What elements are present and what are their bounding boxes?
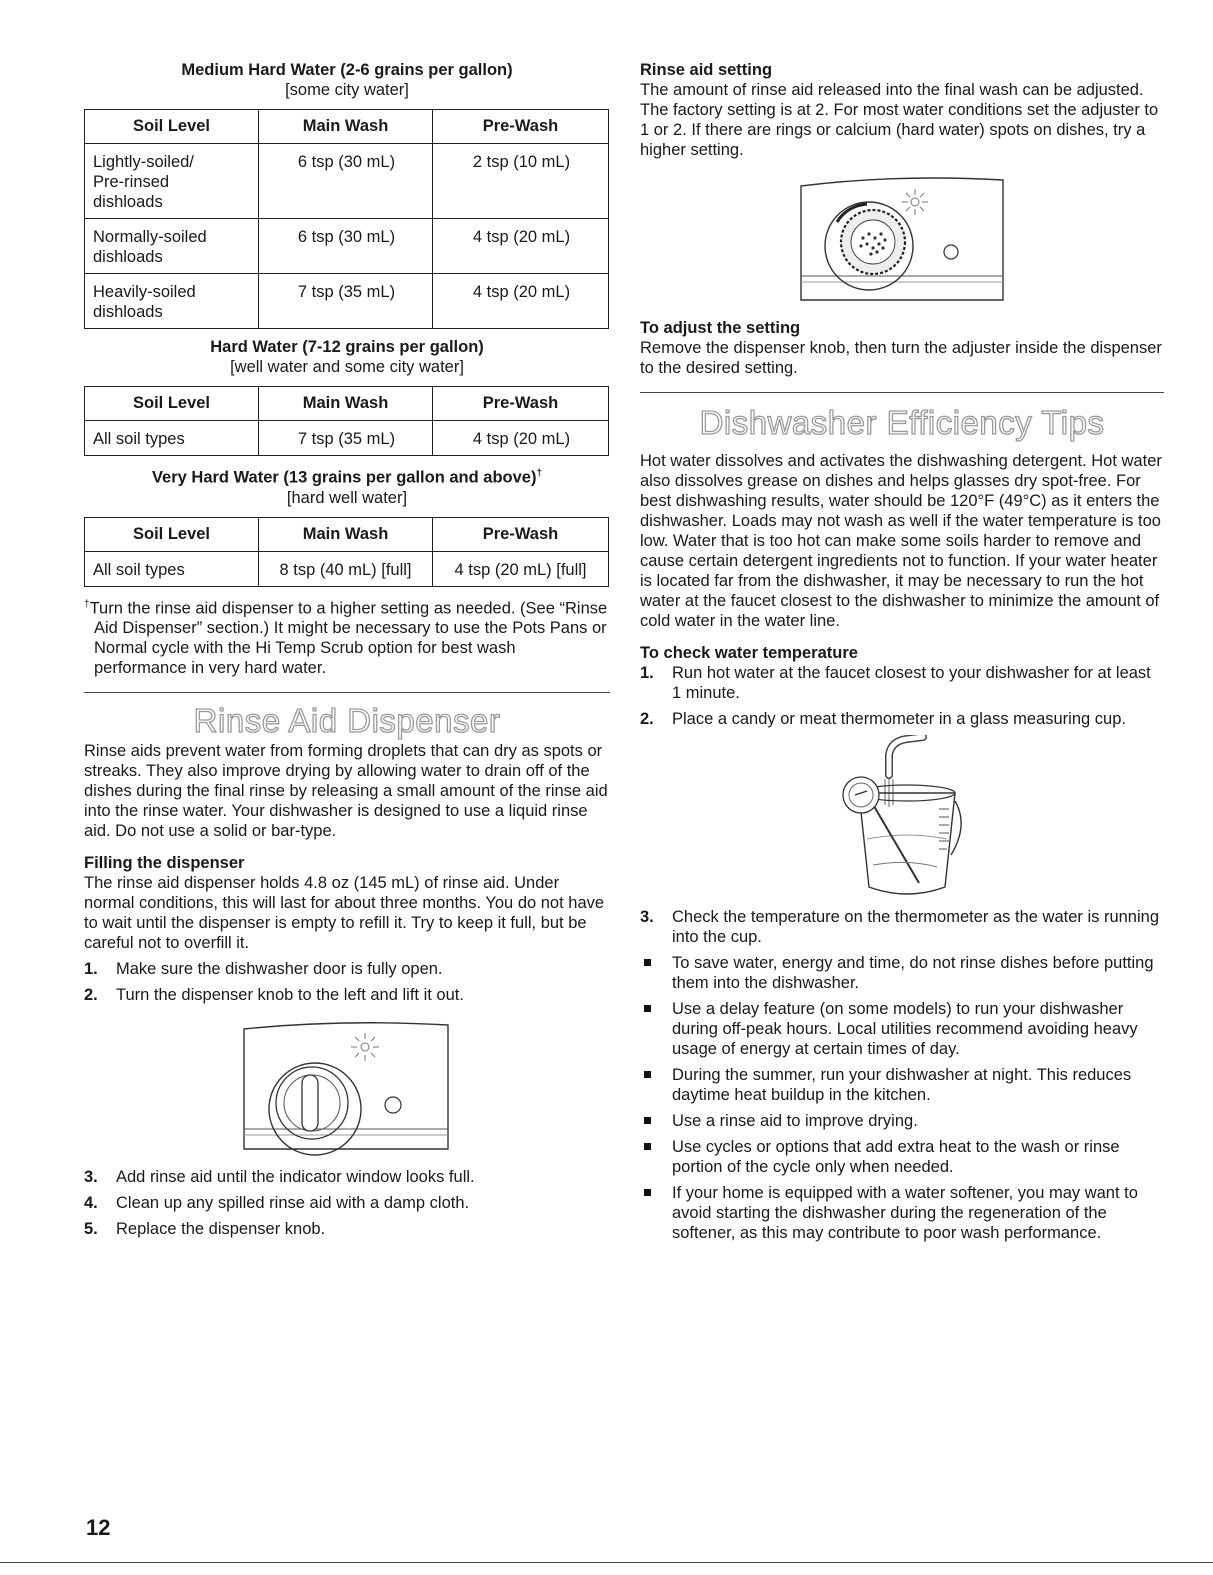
column-header: Main Wash bbox=[259, 387, 433, 421]
step-number: 3. bbox=[640, 908, 654, 926]
step-number: 1. bbox=[84, 960, 98, 978]
bullet-square-icon bbox=[644, 1143, 651, 1150]
dagger-mark: † bbox=[536, 468, 543, 479]
bullet-square-icon bbox=[644, 1189, 651, 1196]
bullet-text: Use a rinse aid to improve drying. bbox=[672, 1112, 918, 1130]
table-cell: 4 tsp (20 mL) bbox=[433, 421, 609, 456]
table-cell: 7 tsp (35 mL) bbox=[259, 421, 433, 456]
list-item bbox=[640, 999, 1164, 1059]
medium-water-table bbox=[84, 109, 609, 329]
list-item bbox=[640, 1137, 1164, 1177]
list-item bbox=[84, 1167, 610, 1187]
medium-water-subtitle: [some city water] bbox=[285, 81, 409, 99]
efficiency-tips-intro: Hot water dissolves and activates the dishwashing detergent. Hot water also dissolves grease on dishes and helps glasses dry spot-free. For best dishwashing results, water should be 120°F (49°C) as it enters the dishwasher. Loads may not wash as well if the water temperature is too low. Water that is too hot can make some soils harder to remove and cause certain detergent ingredients not to function. If your water heater is located far from the dishwasher, it may be necessary to run the hot water at the faucet closest to the dishwasher to minimize the amount of cold water in the water line. bbox=[640, 452, 1162, 630]
step-text: Make sure the dishwasher door is fully open. bbox=[116, 960, 443, 978]
filling-dispenser-heading: Filling the dispenser bbox=[84, 854, 245, 872]
rinse-aid-dispenser-heading: Rinse Aid Dispenser bbox=[193, 702, 501, 739]
rinse-aid-intro: Rinse aids prevent water from forming droplets that can dry as spots or streaks. They also improve drying by allowing water to drain off of the dishes during the final rinse by releasing a small amount of the rinse aid into the rinse water. Your dishwasher is designed to use a liquid rinse aid. Do not use a solid or bar-type. bbox=[84, 742, 608, 840]
table-header-row bbox=[85, 110, 609, 144]
table-row bbox=[85, 551, 609, 586]
section-divider bbox=[640, 392, 1164, 393]
bullet-text: Use a delay feature (on some models) to run your dishwasher during off-peak hours. Local utilities recommend avoiding heavy usage of energy at certain times of day. bbox=[672, 1000, 1138, 1058]
rinse-aid-adjuster-illustration bbox=[640, 172, 1164, 304]
hard-water-subtitle: [well water and some city water] bbox=[230, 358, 464, 376]
left-column bbox=[84, 60, 610, 1245]
check-temperature-steps bbox=[640, 663, 1164, 729]
step-text: Add rinse aid until the indicator window looks full. bbox=[116, 1168, 475, 1186]
list-item bbox=[84, 959, 610, 979]
step-text: Clean up any spilled rinse aid with a damp cloth. bbox=[116, 1194, 470, 1212]
step-text: Replace the dispenser knob. bbox=[116, 1220, 326, 1238]
column-header: Soil Level bbox=[85, 517, 259, 551]
hard-water-table bbox=[84, 386, 609, 456]
list-item bbox=[84, 1193, 610, 1213]
table-cell: 8 tsp (40 mL) [full] bbox=[259, 551, 433, 586]
footnote-text: Turn the rinse aid dispenser to a higher setting as needed. (See “Rinse Aid Dispenser” section.) It might be necessary to use the Pots Pans or Normal cycle with the Hi Temp Scrub option for best wash performance in very hard water. bbox=[89, 599, 608, 677]
list-item bbox=[640, 1065, 1164, 1105]
very-hard-water-title-text: Very Hard Water (13 grains per gallon and above) bbox=[151, 468, 537, 487]
table-cell: All soil types bbox=[85, 421, 259, 456]
list-item bbox=[640, 953, 1164, 993]
column-header: Pre-Wash bbox=[433, 110, 609, 144]
bullet-text: During the summer, run your dishwasher at night. This reduces daytime heat buildup in the kitchen. bbox=[672, 1066, 1132, 1104]
table-cell: 6 tsp (30 mL) bbox=[259, 219, 433, 274]
table-cell: 4 tsp (20 mL) [full] bbox=[433, 551, 609, 586]
rinse-aid-setting-heading: Rinse aid setting bbox=[640, 61, 773, 79]
column-header: Soil Level bbox=[85, 387, 259, 421]
column-header: Pre-Wash bbox=[433, 517, 609, 551]
table-header-row bbox=[85, 517, 609, 551]
bullet-square-icon bbox=[644, 1071, 651, 1078]
dispenser-knob-illustration bbox=[84, 1017, 610, 1157]
filling-dispenser-text: The rinse aid dispenser holds 4.8 oz (145 mL) of rinse aid. Under normal conditions, this will last for about three months. You do not have to wait until the dispenser is empty to refill it. Try to keep it full, but be careful not to overfill it. bbox=[84, 874, 605, 952]
list-item bbox=[84, 1219, 610, 1239]
section-divider bbox=[84, 692, 610, 693]
step-number: 5. bbox=[84, 1220, 98, 1238]
bullet-square-icon bbox=[644, 959, 651, 966]
hard-water-title: Hard Water (7-12 grains per gallon) bbox=[210, 338, 484, 356]
adjust-setting-heading: To adjust the setting bbox=[640, 319, 801, 337]
table-cell: 4 tsp (20 mL) bbox=[433, 219, 609, 274]
table-row bbox=[85, 421, 609, 456]
table-cell: 6 tsp (30 mL) bbox=[259, 144, 433, 219]
step-number: 2. bbox=[640, 710, 654, 728]
table-cell: 2 tsp (10 mL) bbox=[433, 144, 609, 219]
column-header: Main Wash bbox=[259, 517, 433, 551]
list-item bbox=[84, 985, 610, 1005]
column-header: Soil Level bbox=[85, 110, 259, 144]
step-number: 4. bbox=[84, 1194, 98, 1212]
very-hard-water-title bbox=[84, 464, 610, 488]
table-row bbox=[85, 274, 609, 329]
very-hard-water-subtitle: [hard well water] bbox=[286, 488, 408, 507]
check-water-temperature-heading: To check water temperature bbox=[640, 644, 858, 662]
table-cell: Normally-soiled dishloads bbox=[85, 219, 259, 274]
step-number: 3. bbox=[84, 1168, 98, 1186]
check-temperature-steps-continued bbox=[640, 907, 1164, 947]
step-text: Check the temperature on the thermometer as the water is running into the cup. bbox=[672, 908, 1159, 946]
table-header-row bbox=[85, 387, 609, 421]
page-number: 12 bbox=[86, 1515, 111, 1540]
bullet-text: If your home is equipped with a water softener, you may want to avoid starting the dishwasher during the regeneration of the softener, as this may contribute to poor wash performance. bbox=[672, 1184, 1138, 1242]
medium-water-title: Medium Hard Water (2-6 grains per gallon) bbox=[181, 61, 513, 79]
step-number: 1. bbox=[640, 664, 654, 682]
table-cell: 4 tsp (20 mL) bbox=[433, 274, 609, 329]
table-row bbox=[85, 144, 609, 219]
bullet-text: Use cycles or options that add extra heat to the wash or rinse portion of the cycle only when needed. bbox=[672, 1138, 1120, 1176]
step-text: Turn the dispenser knob to the left and lift it out. bbox=[116, 986, 464, 1004]
very-hard-water-table bbox=[84, 517, 609, 587]
rinse-aid-setting-text: The amount of rinse aid released into the final wash can be adjusted. The factory setting is at 2. For most water conditions set the adjuster to 1 or 2. If there are rings or calcium (hard water) spots on dishes, try a higher setting. bbox=[640, 81, 1159, 159]
footnote bbox=[84, 595, 610, 679]
efficiency-tips-heading: Dishwasher Efficiency Tips bbox=[699, 404, 1105, 441]
table-cell: Heavily-soiled dishloads bbox=[85, 274, 259, 329]
column-header: Main Wash bbox=[259, 110, 433, 144]
list-item bbox=[640, 663, 1164, 703]
list-item bbox=[640, 1183, 1164, 1243]
right-column bbox=[640, 60, 1164, 1249]
page-bottom-rule bbox=[0, 1562, 1213, 1563]
list-item bbox=[640, 907, 1164, 947]
filling-steps bbox=[84, 959, 610, 1005]
list-item bbox=[640, 1111, 1164, 1131]
bullet-text: To save water, energy and time, do not rinse dishes before putting them into the dishwasher. bbox=[672, 954, 1154, 992]
efficiency-bullets bbox=[640, 953, 1164, 1243]
column-header: Pre-Wash bbox=[433, 387, 609, 421]
step-text: Run hot water at the faucet closest to your dishwasher for at least 1 minute. bbox=[672, 664, 1151, 702]
list-item bbox=[640, 709, 1164, 729]
adjust-setting-text: Remove the dispenser knob, then turn the adjuster inside the dispenser to the desired setting. bbox=[640, 339, 1162, 377]
table-cell: 7 tsp (35 mL) bbox=[259, 274, 433, 329]
filling-steps-continued bbox=[84, 1167, 610, 1239]
table-cell: All soil types bbox=[85, 551, 259, 586]
step-text: Place a candy or meat thermometer in a glass measuring cup. bbox=[672, 710, 1126, 728]
thermometer-cup-illustration bbox=[640, 735, 1164, 901]
table-cell: Lightly-soiled/ Pre-rinsed dishloads bbox=[85, 144, 259, 219]
footnote-mark: † bbox=[84, 598, 90, 610]
bullet-square-icon bbox=[644, 1117, 651, 1124]
bullet-square-icon bbox=[644, 1005, 651, 1012]
table-row bbox=[85, 219, 609, 274]
step-number: 2. bbox=[84, 986, 98, 1004]
